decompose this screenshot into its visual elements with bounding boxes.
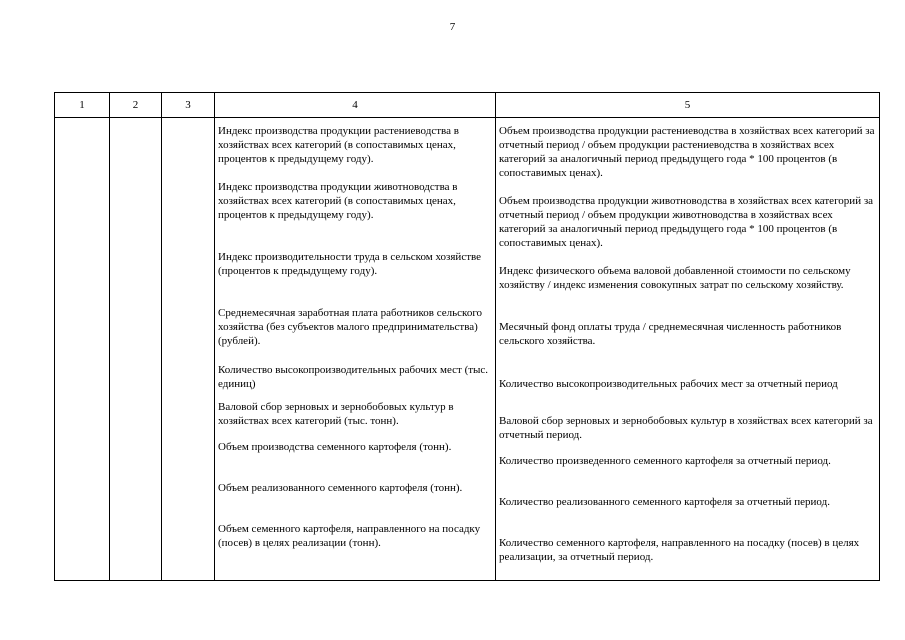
indicator-text: Объем реализованного семенного картофеля (тонн). (218, 482, 463, 494)
column-1-cell (55, 118, 110, 581)
method-text: Объем производства продукции животноводства в хозяйствах всех категорий за отчетный период / объем продукции животноводства в хозяйствах всех категорий за аналогичный период предыдущего года * 100 процентов (в сопоставимых ценах). (499, 195, 874, 249)
method-text: Месячный фонд оплаты труда / среднемесячная численность работников сельского хозяйства. (499, 321, 842, 347)
indicator-column (215, 118, 496, 581)
column-header-3: 3 (162, 93, 215, 118)
indicator-text: Объем семенного картофеля, направленного на посадку (посев) в целях реализации (тонн). (218, 523, 481, 549)
table-header-row (55, 93, 880, 118)
indicator-text: Индекс производства продукции растениеводства в хозяйствах всех категорий (в сопоставимых ценах, процентов к предыдущему году). (218, 125, 459, 165)
indicators-table (54, 92, 880, 581)
indicator-text: Индекс производительности труда в сельском хозяйстве (процентов к предыдущему году). (218, 251, 482, 277)
column-header-2: 2 (110, 93, 162, 118)
indicator-text: Валовой сбор зерновых и зернобобовых культур в хозяйствах всех категорий (тыс. тонн). (218, 401, 454, 427)
method-text: Количество произведенного семенного картофеля за отчетный период. (499, 455, 831, 467)
method-text: Количество реализованного семенного картофеля за отчетный период. (499, 496, 830, 508)
method-column (496, 118, 880, 581)
method-text: Количество семенного картофеля, направленного на посадку (посев) в целях реализации, за отчетный период. (499, 537, 860, 563)
column-header-4: 4 (215, 93, 496, 118)
method-text: Объем производства продукции растениеводства в хозяйствах всех категорий за отчетный период / объем продукции растениеводства в хозяйствах всех категорий за аналогичный период предыдущего года * 100 процентов (в сопоставимых ценах). (499, 125, 875, 179)
column-header-5: 5 (496, 93, 880, 118)
indicator-text: Среднемесячная заработная плата работников сельского хозяйства (без субъектов малого предпринимательства) (рублей). (218, 307, 483, 347)
indicator-text: Индекс производства продукции животноводства в хозяйствах всех категорий (в сопоставимых ценах, процентов к предыдущему году). (218, 181, 458, 221)
method-text: Валовой сбор зерновых и зернобобовых культур в хозяйствах всех категорий за отчетный период. (499, 415, 873, 441)
table-row (55, 118, 880, 581)
method-text: Количество высокопроизводительных рабочих мест за отчетный период (499, 378, 838, 390)
column-2-cell (110, 118, 162, 581)
method-text: Индекс физического объема валовой добавленной стоимости по сельскому хозяйству / индекс изменения совокупных затрат по сельскому хозяйству. (499, 265, 851, 291)
indicator-text: Количество высокопроизводительных рабочих мест (тыс. единиц) (218, 364, 489, 390)
column-header-1: 1 (55, 93, 110, 118)
column-3-cell (162, 118, 215, 581)
indicator-text: Объем производства семенного картофеля (тонн). (218, 441, 452, 453)
page-number: 7 (449, 21, 456, 33)
